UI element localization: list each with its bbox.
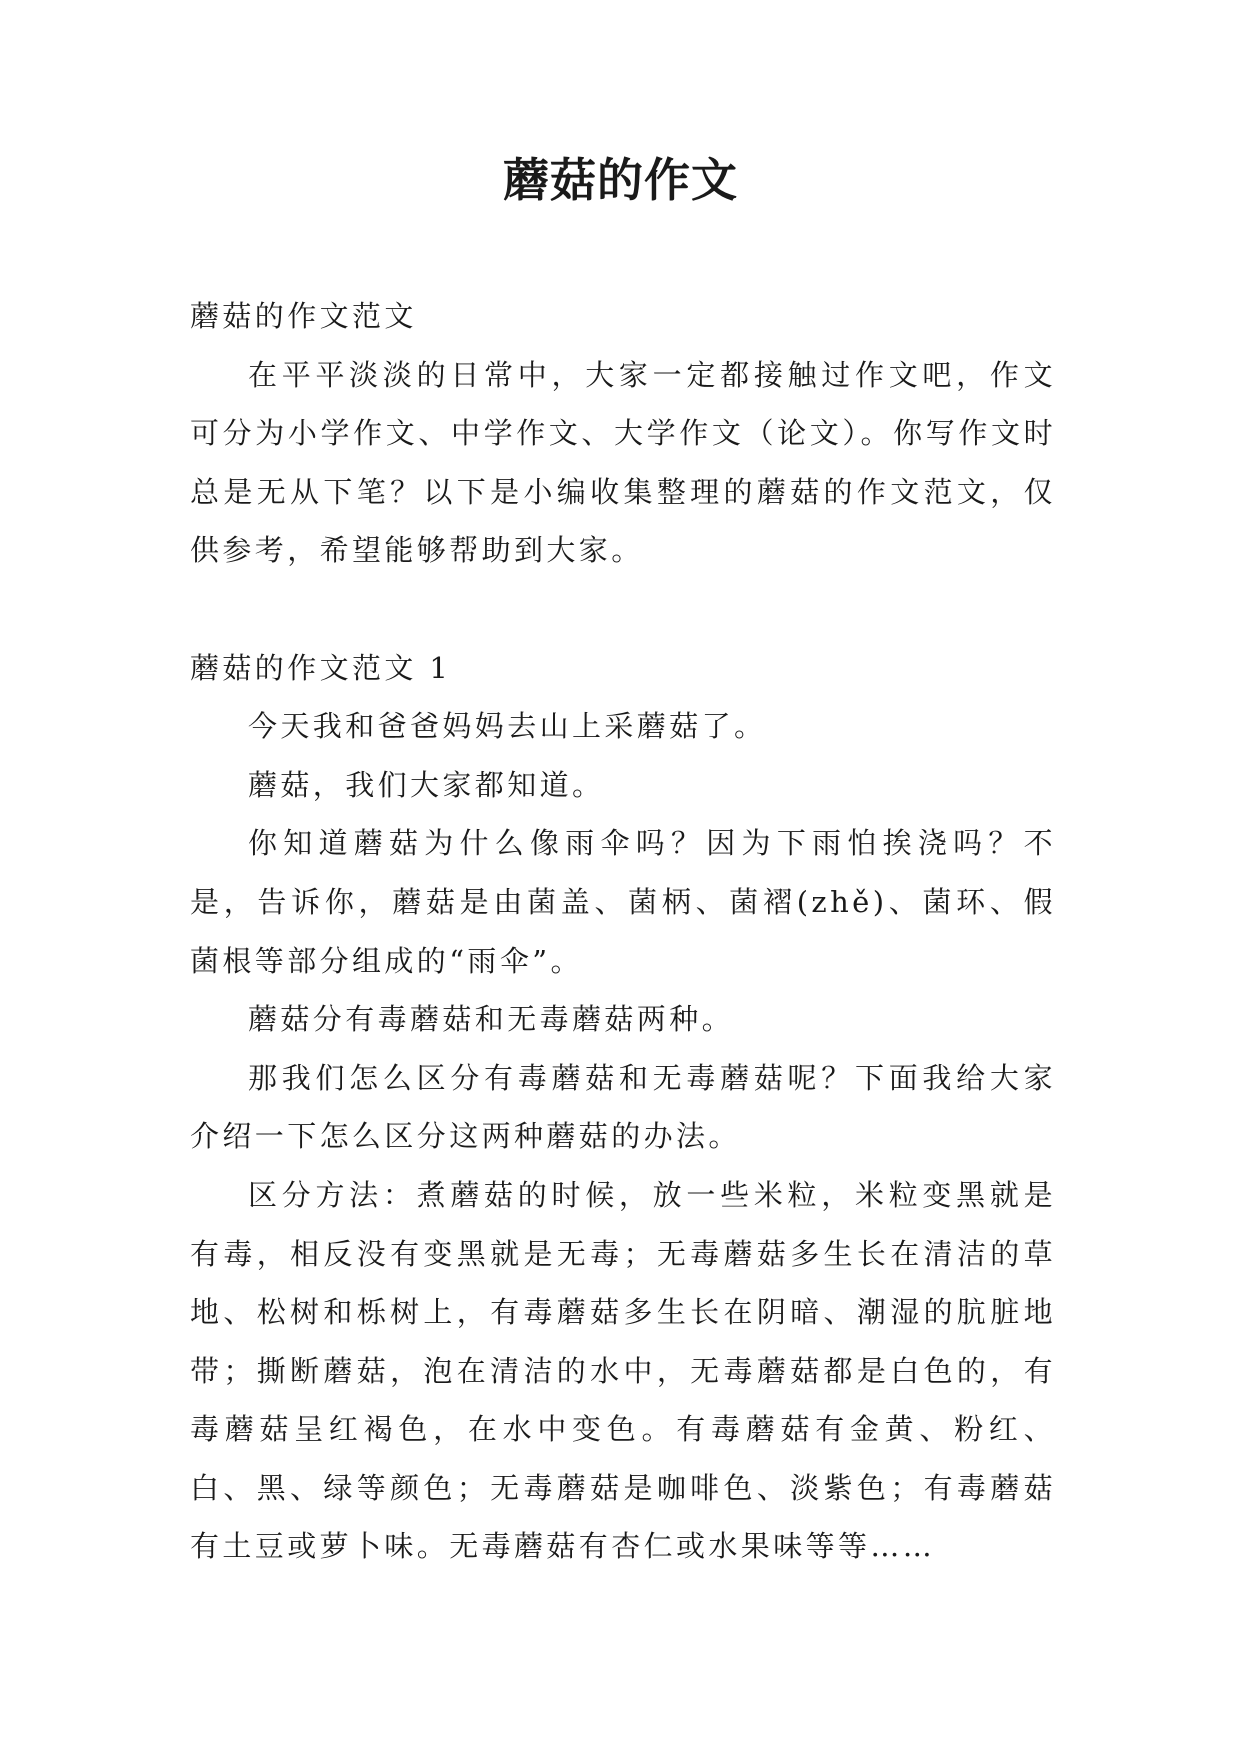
intro-paragraph: 在平平淡淡的日常中，大家一定都接触过作文吧，作文可分为小学作文、中学作文、大学作文（论文）。你写作文时总是无从下笔？以下是小编收集整理的蘑菇的作文范文，仅供参考，希望能够帮助到大家。 [190, 357, 1056, 568]
essay-paragraph: 那我们怎么区分有毒蘑菇和无毒蘑菇呢？下面我给大家介绍一下怎么区分这两种蘑菇的办法。 [190, 1060, 1056, 1154]
essay-paragraph: 你知道蘑菇为什么像雨伞吗？因为下雨怕挨浇吗？不是，告诉你，蘑菇是由菌盖、菌柄、菌褶(zhě)、菌环、假菌根等部分组成的“雨伞”。 [190, 826, 1056, 978]
document-title: 蘑菇的作文 [503, 153, 738, 207]
essay-paragraph: 蘑菇，我们大家都知道。 [248, 767, 605, 802]
document-body [190, 287, 1056, 1576]
essay-heading: 蘑菇的作文范文 1 [190, 650, 452, 685]
essay-paragraph: 今天我和爸爸妈妈去山上采蘑菇了。 [248, 709, 767, 744]
essay-paragraph: 区分方法：煮蘑菇的时候，放一些米粒，米粒变黑就是有毒，相反没有变黑就是无毒；无毒蘑菇多生长在清洁的草地、松树和栎树上，有毒蘑菇多生长在阴暗、潮湿的肮脏地带；撕断蘑菇，泡在清洁的水中，无毒蘑菇都是白色的，有毒蘑菇呈红褐色，在水中变色。有毒蘑菇有金黄、粉红、白、黑、绿等颜色；无毒蘑菇是咖啡色、淡紫色；有毒蘑菇有土豆或萝卜味。无毒蘑菇有杏仁或水果味等等…… [190, 1177, 1056, 1564]
section-heading: 蘑菇的作文范文 [190, 299, 417, 333]
essay-paragraph: 蘑菇分有毒蘑菇和无毒蘑菇两种。 [248, 1002, 735, 1037]
paragraph-spacer [190, 580, 1056, 639]
